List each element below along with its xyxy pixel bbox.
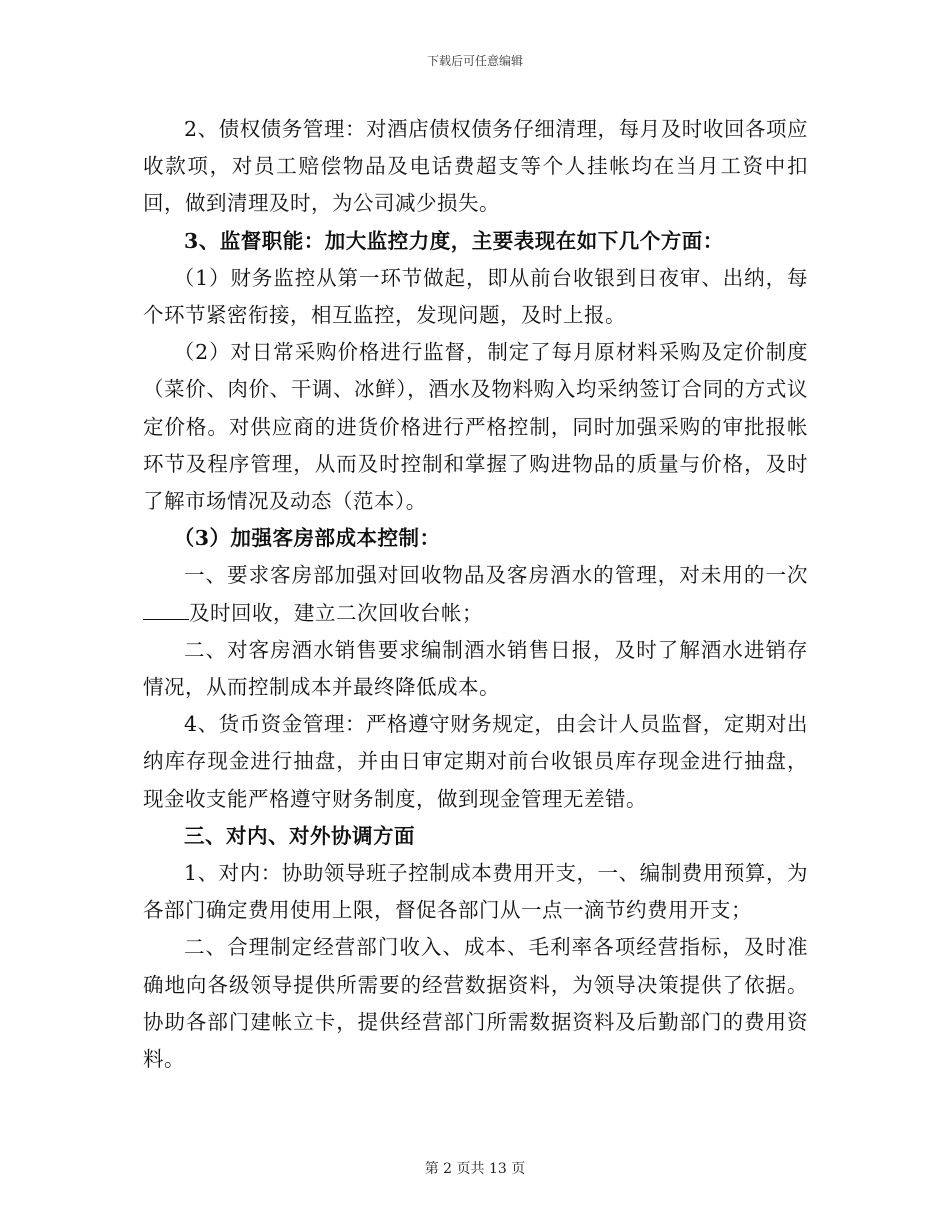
paragraph-debt-management: 2、债权债务管理：对酒店债权债务仔细清理，每月及时收回各项应收款项，对员工赔偿物品及电话费超支等个人挂帐均在当月工资中扣回，做到清理及时，为公司减少损失。	[143, 117, 808, 216]
page-header-note: 下载后可任意编辑	[426, 54, 523, 68]
heading-coordination: 三、对内、对外协调方面	[184, 823, 415, 848]
paragraph-procurement-supervision: （2）对日常采购价格进行监督，制定了每月原材料采购及定价制度（菜价、肉价、干调、冰鲜），酒水及物料购入均采纳签订合同的方式议定价格。对供应商的进货价格进行严格控制，同时加强采购的审批报帐环节及程序管理，从而及时控制和掌握了购进物品的质量与价格，及时了解市场情况及动态（范本）。	[143, 340, 808, 514]
paragraph-cash-management: 4、货币资金管理：严格遵守财务规定，由会计人员监督，定期对出纳库存现金进行抽盘，并由日审定期对前台收银员库存现金进行抽盘，现金收支能严格遵守财务制度，做到现金管理无差错。	[143, 712, 808, 811]
document-body	[143, 111, 808, 1078]
heading-housekeeping-cost: （3）加强客房部成本控制：	[173, 526, 441, 551]
paragraph-financial-monitoring: （1）财务监控从第一环节做起，即从前台收银到日夜审、出纳，每个环节紧密衔接，相互监控，发现问题，及时上报。	[143, 265, 808, 328]
paragraph-minibar-sales: 二、对客房酒水销售要求编制酒水销售日报，及时了解酒水进销存情况，从而控制成本并最终降低成本。	[143, 637, 808, 700]
paragraph-recycling-items-part2: 及时回收，建立二次回收台帐；	[189, 600, 483, 625]
paragraph-recycling-items-part1: 一、要求客房部加强对回收物品及客房酒水的管理，对未用的一次	[184, 563, 808, 588]
page-number: 第 2 页共 13 页	[424, 1161, 526, 1177]
blank-underline	[143, 601, 189, 620]
heading-supervision: 3、监督职能：加大监控力度，主要表现在如下几个方面：	[184, 228, 724, 253]
paragraph-recycling-items	[143, 557, 808, 631]
paragraph-internal-coordination: 1、对内：协助领导班子控制成本费用开支，一、编制费用预算，为各部门确定费用使用上限，督促各部门从一点一滴节约费用开支；	[143, 861, 808, 923]
paragraph-operating-indicators: 二、合理制定经营部门收入、成本、毛利率各项经营指标，及时准确地向各级领导提供所需要的经营数据资料，为领导决策提供了依据。协助各部门建帐立卡，提供经营部门所需数据资料及后勤部门的费用资料。	[143, 935, 808, 1072]
